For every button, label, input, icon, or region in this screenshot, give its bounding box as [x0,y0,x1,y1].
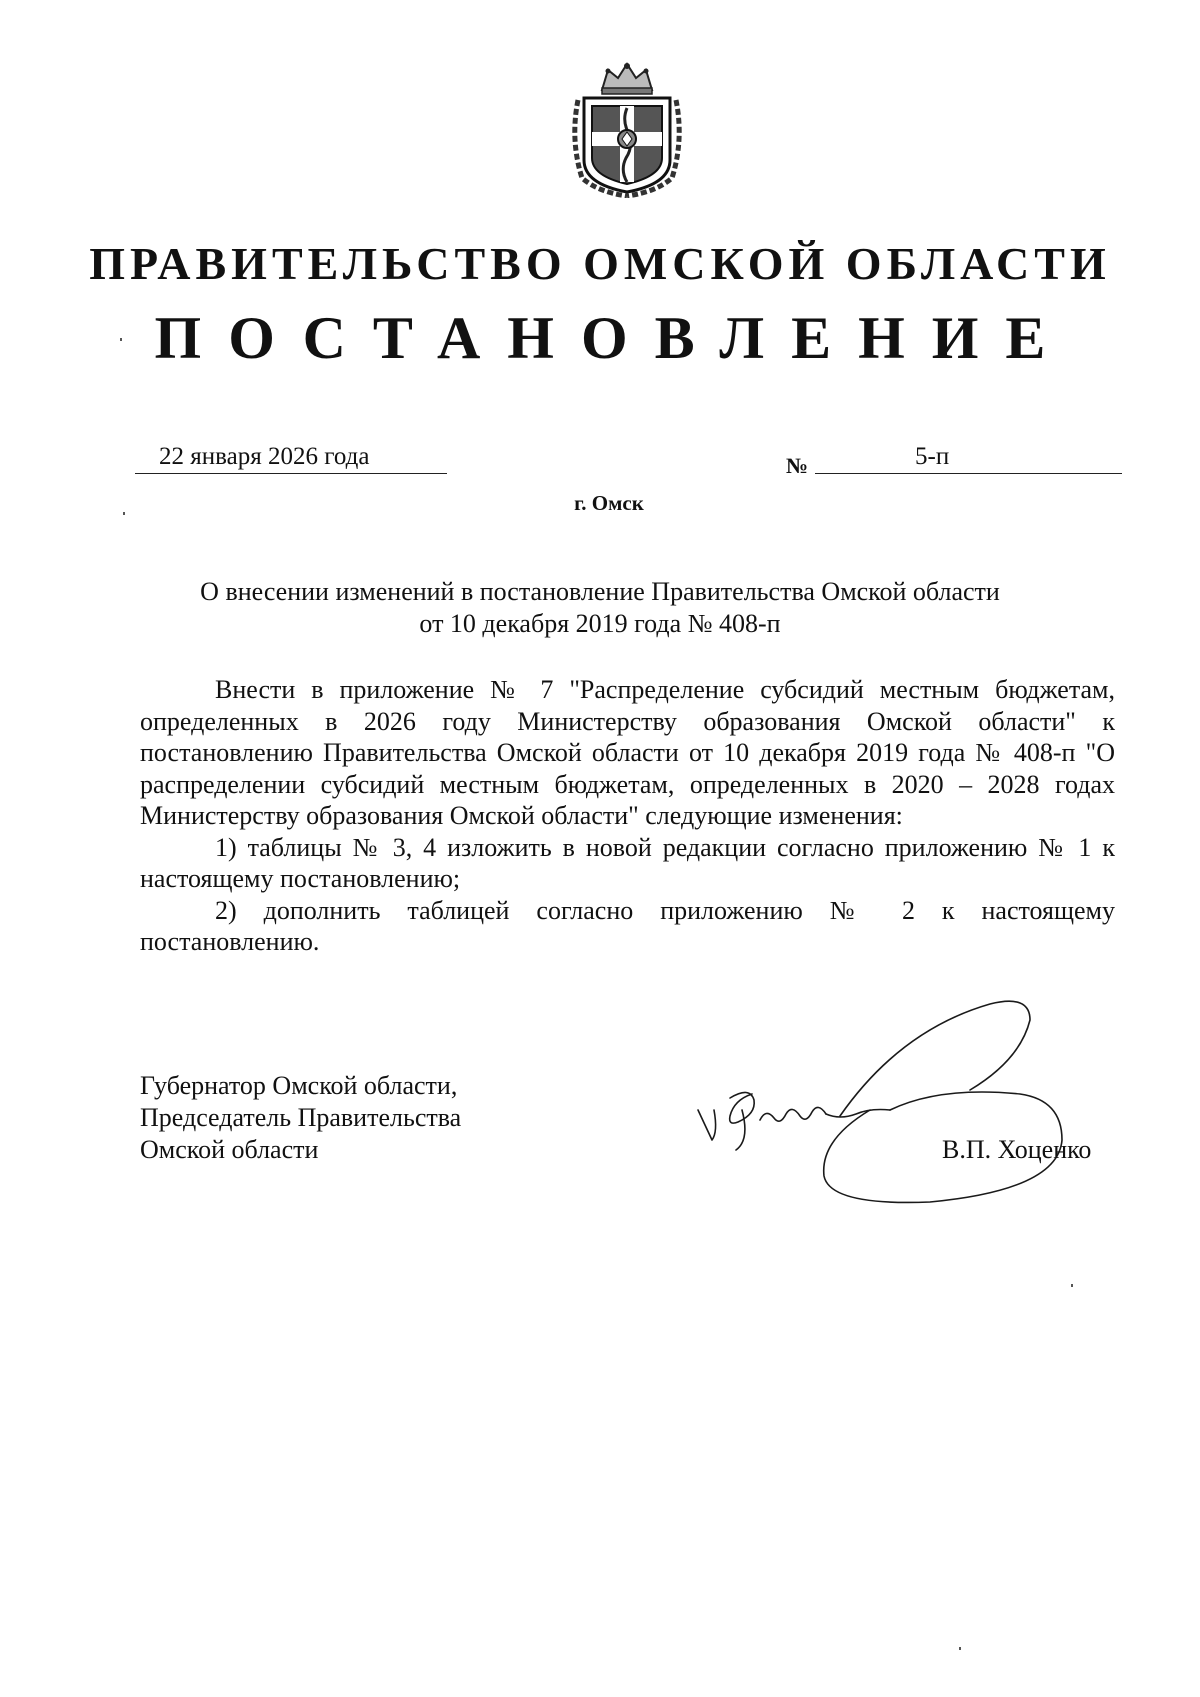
body-paragraph-main: Внести в приложение № 7 "Распределение субсидий местным бюджетам, определенных в 2026 году Министерству образования Омской области" к постановлению Правительства Омской области от 10 декабря 2019 года № 408-п "О распределении субсидий местным бюджетам, определенных в 2020 – 2028 годах Министерству образования Омской области" следующие изменения: [140,675,1115,830]
body-item-1: 1) таблицы № 3, 4 изложить в новой редакции согласно приложению № 1 к настоящему постановлению; [140,832,1115,893]
signer-position [140,1070,461,1166]
signer-position-line-3: Омской области [140,1135,319,1164]
resolution-body [140,674,1115,958]
subject-line-2: от 10 декабря 2019 года № 408-п [419,609,781,638]
organization-title: ПРАВИТЕЛЬСТВО ОМСКОЙ ОБЛАСТИ [89,238,1111,289]
signer-position-line-1: Губернатор Омской области, [140,1071,458,1100]
signer-name: В.П. Хоценко [942,1135,1092,1164]
handwritten-signature-icon [690,990,1110,1210]
scan-speck [120,338,122,341]
number-sign-label: № [786,453,809,478]
document-date: 22 января 2026 года [135,440,447,474]
scan-speck [123,512,125,515]
document-number: 5-п [815,440,1122,474]
body-item-2: 2) дополнить таблицей согласно приложению № 2 к настоящему постановлению. [140,895,1115,956]
scan-speck [959,1647,961,1650]
coat-of-arms-icon [568,60,686,198]
document-type-title: ПОСТАНОВЛЕНИЕ [154,305,1073,371]
resolution-subject [0,576,1200,640]
scan-speck [1071,1284,1073,1287]
city-label: г. Омск [574,491,644,515]
signer-position-line-2: Председатель Правительства [140,1103,462,1132]
subject-line-1: О внесении изменений в постановление Правительства Омской области [200,577,1000,606]
